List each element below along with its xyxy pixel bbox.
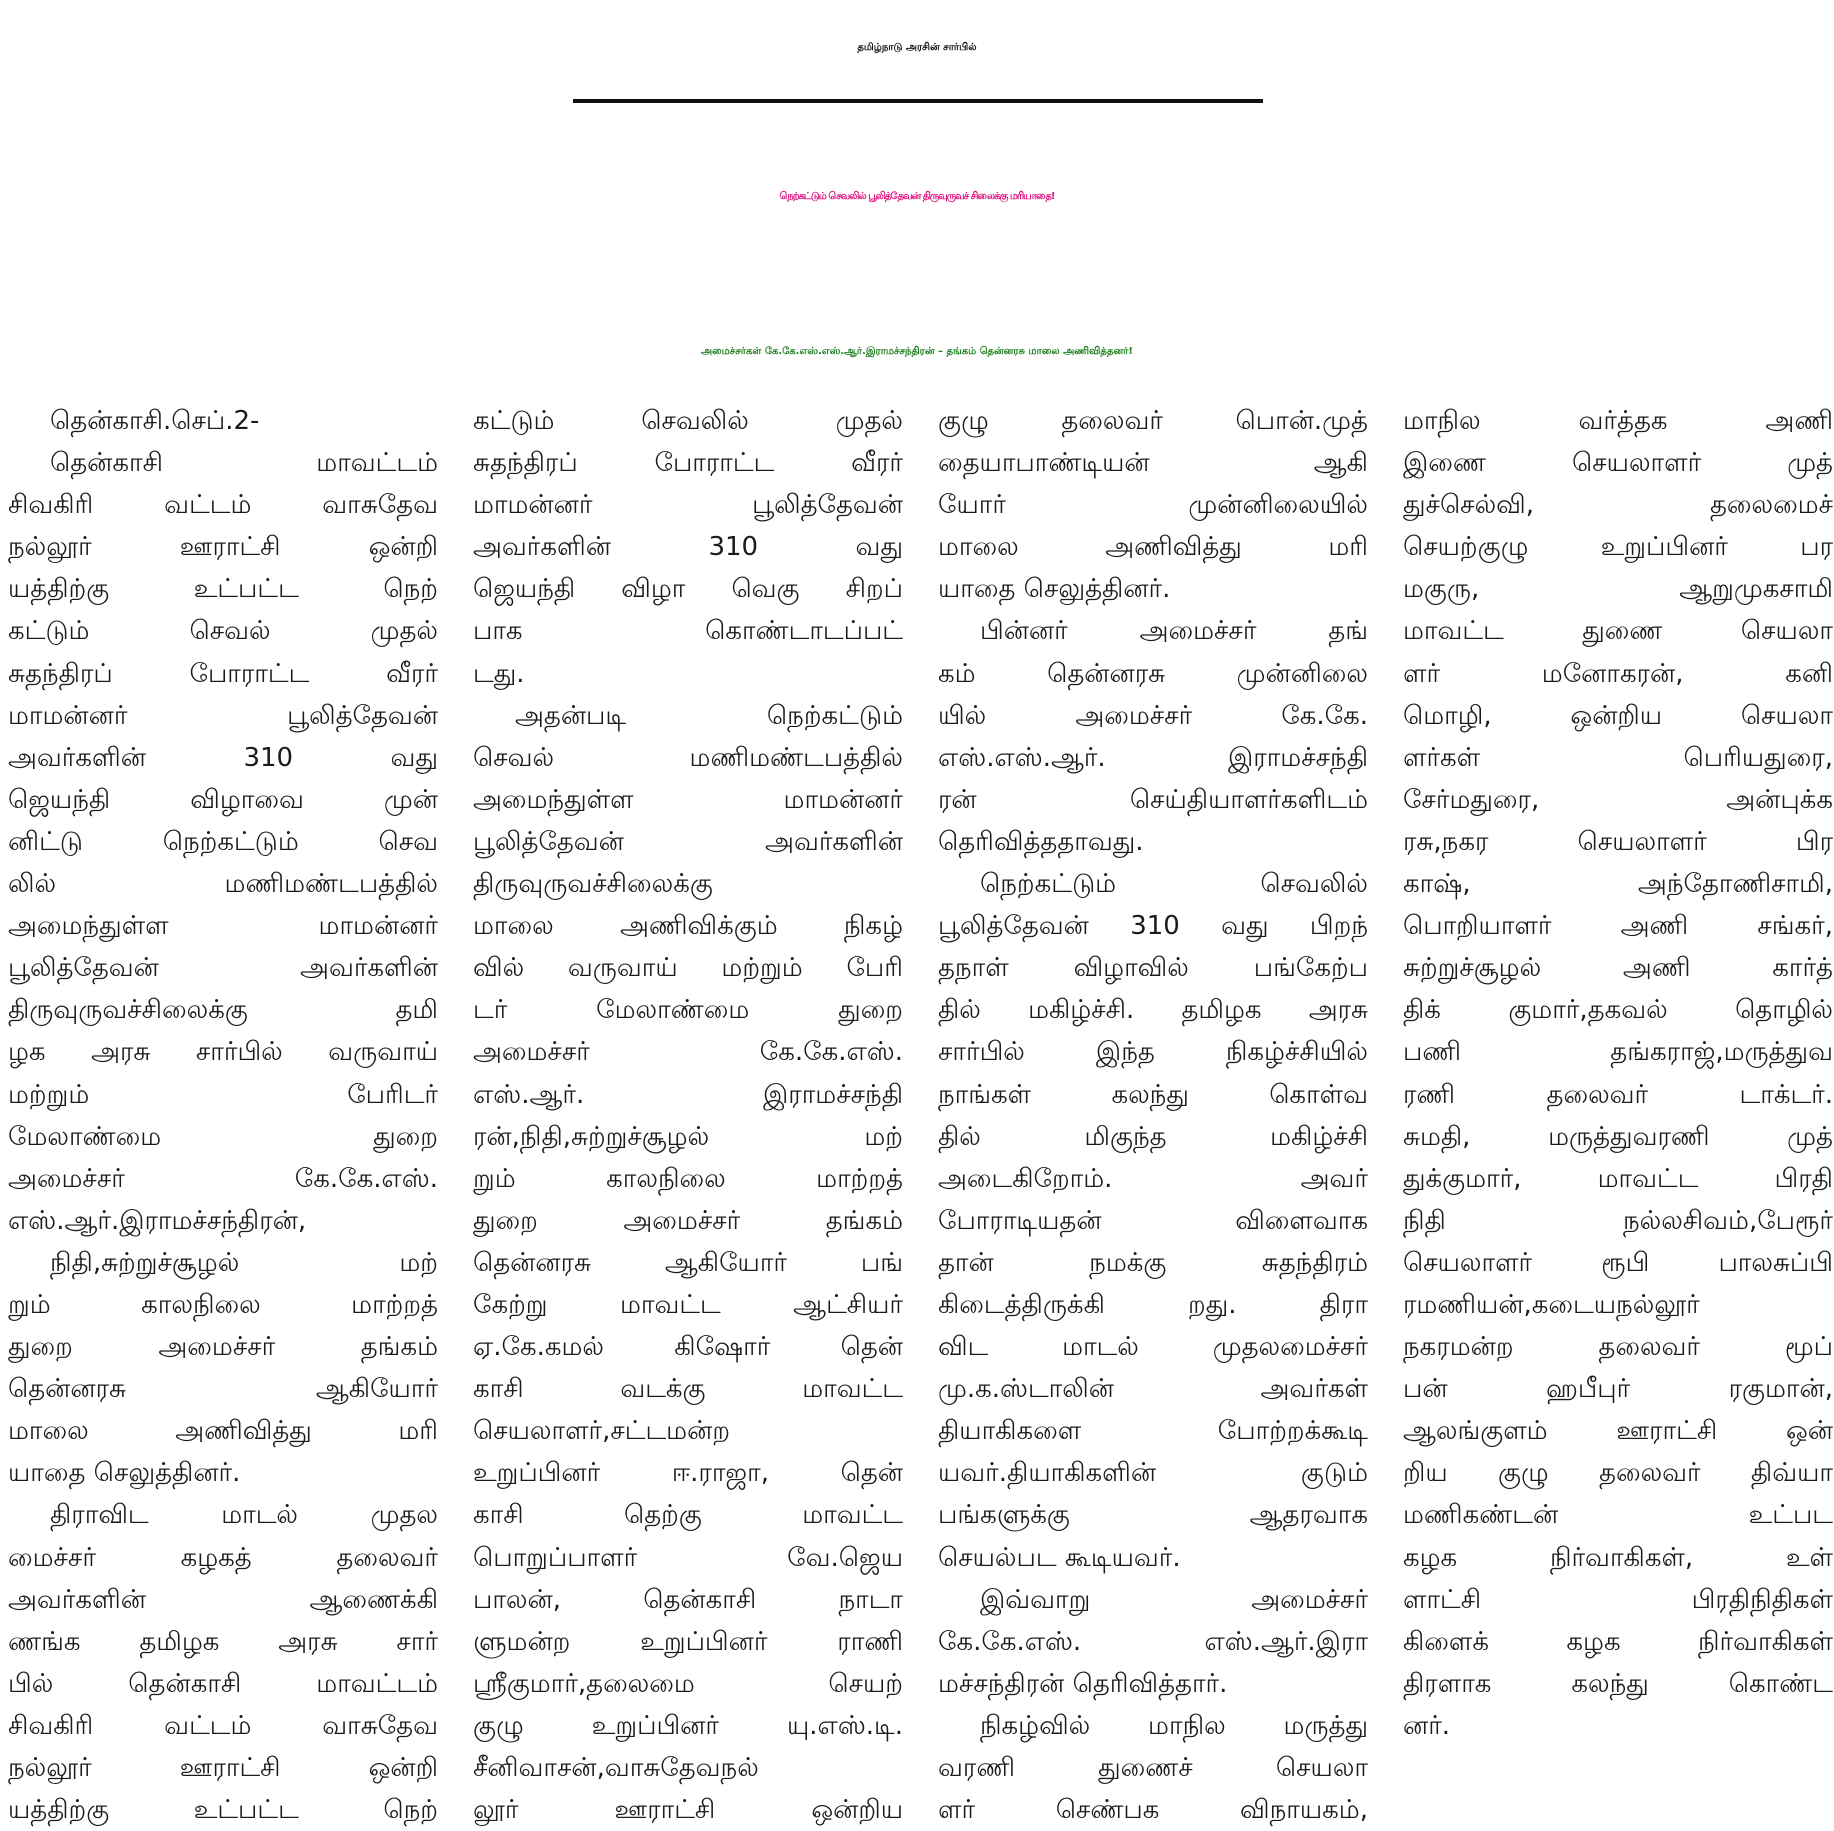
article-line: ஸ்ரீகுமார்,தலைமை செயற் [473,1668,903,1699]
article-line: ளாட்சி பிரதிநிதிகள் [1403,1584,1833,1615]
article-line: காஷ், அந்தோணிசாமி, [1403,869,1833,900]
article-line: பூலித்தேவன் அவர்களின் [8,953,438,984]
article-line: செயலாளர் ரூபி பாலசுப்பி [1403,1247,1833,1278]
article-line: நாங்கள் கலந்து கொள்வ [938,1079,1368,1110]
article-line: மைச்சர் கழகத் தலைவர் [8,1542,438,1573]
article-line: ளர் மனோகரன், கனி [1403,658,1833,689]
article-column-2 [473,400,903,1826]
article-line: பொறியாளர் அணி சங்கர், [1403,911,1833,942]
article-line: செயலாளர்,சட்டமன்ற [473,1416,731,1447]
article-line: ஜெயந்தி விழா வெகு சிறப் [473,574,903,605]
article-line: எஸ்.எஸ்.ஆர். இராமச்சந்தி [938,742,1368,773]
article-line: அமைந்துள்ள மாமன்னர் [473,784,903,815]
article-line: திரளாக கலந்து கொண்ட [1403,1668,1833,1699]
article-line: அவர்களின் 310 வது [8,742,438,773]
article-line: எஸ்.ஆர்.இராமச்சந்திரன், [8,1205,307,1236]
article-line: தியாகிகளை போற்றக்கூடி [938,1416,1368,1447]
article-line: பின்னர் அமைச்சர் தங் [980,616,1368,647]
article-line: துறை அமைச்சர் தங்கம் [473,1205,903,1236]
article-line: றும் காலநிலை மாற்றத் [473,1163,903,1194]
article-line: ஆலங்குளம் ஊராட்சி ஒன் [1403,1416,1833,1447]
article-line: பாலன், தென்காசி நாடா [473,1584,903,1615]
article-line: மொழி, ஒன்றிய செயலா [1403,700,1833,731]
article-line: வரணி துணைச் செயலா [938,1753,1368,1783]
article-line: கழக நிர்வாகிகள், உள் [1403,1542,1833,1573]
article-line: சுமதி, மருத்துவரணி முத் [1403,1121,1833,1152]
article-line: சுற்றுச்சூழல் அணி கார்த் [1403,953,1833,984]
article-line: திருவுருவச்சிலைக்கு [473,869,713,900]
article-line: ளுமன்ற உறுப்பினர் ராணி [473,1626,903,1657]
article-line: நிதி,சுற்றுச்சூழல் மற் [50,1247,438,1278]
article-line: தான் நமக்கு சுதந்திரம் [938,1247,1368,1278]
article-line: காசி வடக்கு மாவட்ட [473,1374,903,1405]
article-line: மணிகண்டன் உட்பட [1403,1500,1833,1531]
headline: நெற்கட்டும் செவலில் பூலித்தேவன் திருவுருவச் சிலைக்கு மரியாதை! [779,191,1055,202]
article-line: பூலித்தேவன் அவர்களின் [473,826,903,857]
article-line: பணி தங்கராஜ்,மருத்துவ [1403,1037,1833,1068]
article-line: தெரிவித்ததாவது. [938,826,1144,857]
article-column-1 [8,400,438,1826]
article-line: திராவிட மாடல் முதல [50,1500,438,1531]
kicker-title: தமிழ்நாடு அரசின் சார்பில் [857,42,977,53]
article-line: பங்களுக்கு ஆதரவாக [938,1500,1368,1531]
article-line: யாதை செலுத்தினர். [938,574,1171,605]
article-line: பாக கொண்டாடப்பட் [473,616,903,647]
article-line: யோர் முன்னிலையில் [938,490,1368,521]
article-line: யில் அமைச்சர் கே.கே. [938,700,1368,731]
article-line: ரன்,நிதி,சுற்றுச்சூழல் மற் [473,1121,903,1152]
article-line: ழக அரசு சார்பில் வருவாய் [8,1037,438,1068]
article-line: டது. [473,658,525,689]
article-line: இவ்வாறு அமைச்சர் [980,1584,1368,1615]
article-line: சிவகிரி வட்டம் வாசுதேவ [8,1710,438,1741]
article-line: மற்றும் பேரிடர் [8,1079,438,1110]
article-line: சுதந்திரப் போராட்ட வீரர் [8,658,438,689]
article-line: கட்டும் செவலில் முதல் [473,406,903,436]
article-line: னர். [1403,1710,1451,1741]
article-line: சுதந்திரப் போராட்ட வீரர் [473,448,903,479]
article-line: ரணி தலைவர் டாக்டர். [1403,1079,1833,1110]
article-line: தநாள் விழாவில் பங்கேற்ப [938,953,1368,984]
article-line: ரன் செய்தியாளர்களிடம் [938,784,1368,815]
article-line: மாலை அணிவித்து மரி [8,1416,438,1447]
kicker-underline [573,99,1263,103]
article-line: அவர்களின் 310 வது [473,532,903,563]
article-line: ஏ.கே.கமல் கிஷோர் தென் [473,1332,903,1363]
article-line: நெற்கட்டும் செவலில் [980,869,1368,900]
article-line: ரசு,நகர செயலாளர் பிர [1403,826,1833,857]
article-line: கம் தென்னரசு முன்னிலை [938,658,1368,689]
article-line: மாவட்ட துணை செயலா [1403,616,1833,647]
article-line: தென்காசி மாவட்டம் [50,448,438,479]
article-line: மாமன்னர் பூலித்தேவன் [8,700,438,731]
article-line: திக் குமார்,தகவல் தொழில் [1403,995,1833,1026]
article-line: றும் காலநிலை மாற்றத் [8,1289,438,1320]
article-line: தில் மிகுந்த மகிழ்ச்சி [938,1121,1368,1152]
article-line: மாலை அணிவிக்கும் நிகழ் [473,911,903,942]
article-line: அதன்படி நெற்கட்டும் [515,700,903,731]
article-line: ஜெயந்தி விழாவை முன் [8,784,438,815]
subheadline: அமைச்சர்கள் கே.கே.எஸ்.எஸ்.ஆர்.இராமச்சந்திரன் – தங்கம் தென்னரசு மாலை அணிவித்தனர்! [701,346,1133,357]
article-line: போராடியதன் விளைவாக [938,1205,1368,1236]
article-line: நிகழ்வில் மாநில மருத்து [980,1710,1368,1741]
article-line: காசி தெற்கு மாவட்ட [473,1500,903,1531]
article-line: மாலை அணிவித்து மரி [938,532,1368,563]
article-line: தென்னரசு ஆகியோர் [8,1374,438,1405]
article-line: திருவுருவச்சிலைக்கு தமி [8,995,438,1026]
article-line: பொறுப்பாளர் வே.ஜெய [473,1542,903,1573]
article-line: டர் மேலாண்மை துறை [473,995,903,1026]
article-line: துக்குமார், மாவட்ட பிரதி [1403,1163,1833,1194]
article-line: னிட்டு நெற்கட்டும் செவ [8,826,438,857]
article-line: பில் தென்காசி மாவட்டம் [8,1668,438,1699]
article-line: மாநில வர்த்தக அணி [1403,406,1833,436]
article-line: குழு தலைவர் பொன்.முத் [938,406,1368,436]
article-line: தென்னரசு ஆகியோர் பங் [473,1247,903,1278]
article-body [8,400,1833,1826]
article-line: சீனிவாசன்,வாசுதேவநல் [473,1753,759,1783]
article-line: அடைகிறோம். அவர் [938,1163,1368,1194]
article-line: ரமணியன்,கடையநல்லூர் [1403,1289,1700,1320]
article-line: கட்டும் செவல் முதல் [8,616,438,647]
article-line: சிவகிரி வட்டம் வாசுதேவ [8,490,438,521]
article-line: லில் மணிமண்டபத்தில் [8,869,438,900]
article-line: கே.கே.எஸ். எஸ்.ஆர்.இரா [938,1626,1368,1657]
article-line: மாமன்னர் பூலித்தேவன் [473,490,903,521]
article-line: கிளைக் கழக நிர்வாகிகள் [1403,1626,1833,1657]
article-line: எஸ்.ஆர். இராமச்சந்தி [473,1079,903,1110]
article-line: தென்காசி.செப்.2- [50,406,260,436]
article-line: மேலாண்மை துறை [8,1121,438,1152]
article-line: அமைச்சர் கே.கே.எஸ். [8,1163,438,1194]
article-line: நல்லூர் ஊராட்சி ஒன்றி [8,532,438,563]
article-line: அவர்களின் ஆணைக்கி [8,1584,438,1615]
article-line: ளர் செண்பக விநாயகம், [938,1795,1368,1826]
article-column-4 [1403,400,1833,1758]
article-line: தில் மகிழ்ச்சி. தமிழக அரசு [938,995,1368,1026]
article-line: மு.க.ஸ்டாலின் அவர்கள் [938,1374,1368,1405]
article-line: பன் ஹபீபுர் ரகுமான், [1403,1374,1833,1405]
article-line: நகரமன்ற தலைவர் மூப் [1403,1332,1833,1363]
article-line: துறை அமைச்சர் தங்கம் [8,1332,438,1363]
article-line: யவர்.தியாகிகளின் குடும் [938,1458,1368,1489]
article-line: லூர் ஊராட்சி ஒன்றிய [473,1795,903,1826]
article-line: யத்திற்கு உட்பட்ட நெற் [8,1795,438,1826]
article-line: கிடைத்திருக்கி றது. திரா [938,1289,1368,1320]
article-line: சார்பில் இந்த நிகழ்ச்சியில் [938,1037,1368,1068]
article-line: நிதி நல்லசிவம்,பேரூர் [1403,1205,1833,1236]
article-line: பூலித்தேவன் 310 வது பிறந் [938,911,1368,942]
article-line: அமைந்துள்ள மாமன்னர் [8,911,438,942]
article-line: ளர்கள் பெரியதுரை, [1403,742,1833,773]
article-column-3 [938,400,1368,1826]
article-line: மகுரு, ஆறுமுகசாமி [1403,574,1833,605]
article-line: சேர்மதுரை, அன்புக்க [1403,784,1833,815]
article-line: இணை செயலாளர் முத் [1403,448,1833,479]
article-line: செயற்குழு உறுப்பினர் பர [1403,532,1833,563]
article-line: நல்லூர் ஊராட்சி ஒன்றி [8,1753,438,1783]
article-line: ணங்க தமிழக அரசு சார் [8,1626,438,1657]
article-line: செயல்பட கூடியவர். [938,1542,1181,1573]
article-line: கேற்று மாவட்ட ஆட்சியர் [473,1289,903,1320]
article-line: மச்சந்திரன் தெரிவித்தார். [938,1668,1228,1699]
article-line: யாதை செலுத்தினர். [8,1458,241,1489]
article-line: செவல் மணிமண்டபத்தில் [473,742,903,773]
article-line: உறுப்பினர் ஈ.ராஜா, தென் [473,1458,903,1489]
article-line: வில் வருவாய் மற்றும் பேரி [473,953,903,984]
article-line: குழு உறுப்பினர் யு.எஸ்.டி. [473,1710,903,1741]
article-line: அமைச்சர் கே.கே.எஸ். [473,1037,903,1068]
article-line: விட மாடல் முதலமைச்சர் [938,1332,1368,1363]
article-line: றிய குழு தலைவர் திவ்யா [1403,1458,1833,1489]
article-line: யத்திற்கு உட்பட்ட நெற் [8,574,438,605]
article-line: துச்செல்வி, தலைமைச் [1403,490,1833,521]
article-line: தையாபாண்டியன் ஆகி [938,448,1368,479]
